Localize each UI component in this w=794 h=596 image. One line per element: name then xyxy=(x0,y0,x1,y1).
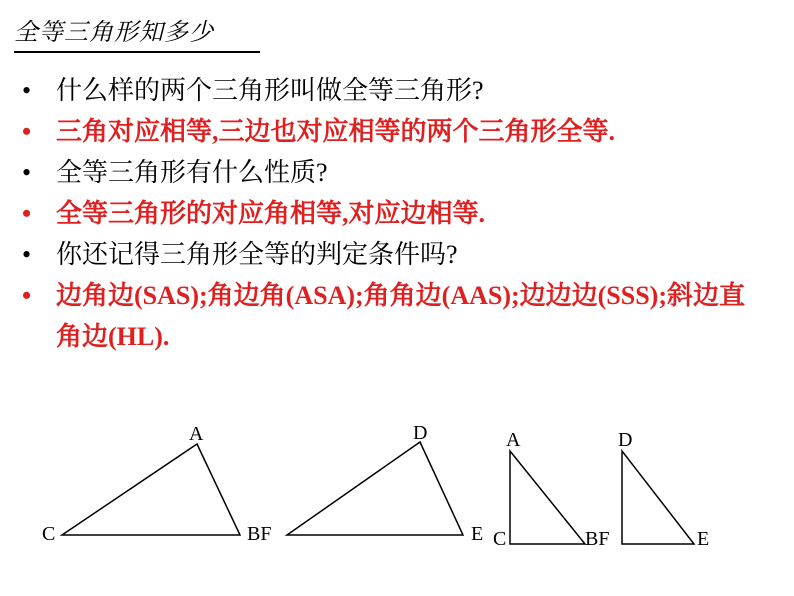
slide-title: 全等三角形知多少 xyxy=(14,18,214,46)
label-c: C xyxy=(42,523,56,545)
bullet-text: 三角对应相等,三边也对应相等的两个三角形全等. xyxy=(56,117,616,146)
bullet-answer-3 xyxy=(0,275,756,357)
bullet-question-3 xyxy=(0,234,794,275)
label-a: A xyxy=(189,423,204,445)
label-e-right: E xyxy=(697,528,710,550)
label-bf: BF xyxy=(247,523,272,545)
bullet-text: 边角边(SAS);角边角(ASA);角角边(AAS);边边边(SSS);斜边直角边(HL). xyxy=(56,281,746,351)
bullet-question-1 xyxy=(0,70,794,111)
bullet-text: 什么样的两个三角形叫做全等三角形? xyxy=(56,76,484,105)
bullet-dot: • xyxy=(22,158,32,187)
bullet-text: 全等三角形的对应角相等,对应边相等. xyxy=(56,199,486,228)
bullet-dot: • xyxy=(22,240,32,269)
bullet-answer-2 xyxy=(0,193,794,234)
triangle-def xyxy=(287,442,463,535)
bullet-text: 全等三角形有什么性质? xyxy=(56,158,328,187)
triangle-abc xyxy=(62,444,240,535)
bullet-text: 你还记得三角形全等的判定条件吗? xyxy=(56,240,458,269)
bullet-question-2 xyxy=(0,152,794,193)
label-bf-right: BF xyxy=(585,528,610,550)
bullet-dot: • xyxy=(22,117,32,146)
triangle-figures xyxy=(0,400,794,596)
bullet-dot: • xyxy=(22,281,32,310)
bullet-dot: • xyxy=(22,76,32,105)
bullet-dot: • xyxy=(22,199,32,228)
label-c-right: C xyxy=(493,528,507,550)
bullet-answer-1 xyxy=(0,111,794,152)
bullet-list xyxy=(0,70,794,357)
label-e: E xyxy=(471,523,484,545)
label-a-right: A xyxy=(506,429,521,451)
right-triangle-abc xyxy=(510,451,585,544)
title-underline xyxy=(14,51,260,53)
right-triangle-def xyxy=(622,451,694,544)
label-d: D xyxy=(413,422,428,444)
label-d-right: D xyxy=(618,429,633,451)
